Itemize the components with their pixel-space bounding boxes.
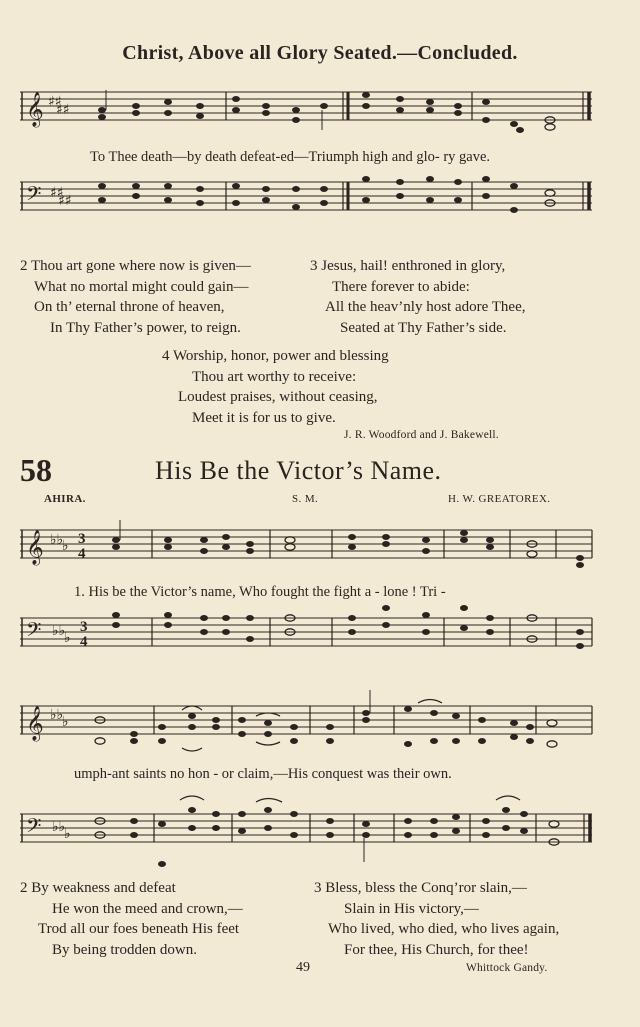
verse-line: Who lived, who died, who lives again, (328, 921, 560, 937)
verse-line: 3 Jesus, hail! enthroned in glory, (310, 258, 506, 274)
svg-text:𝄢: 𝄢 (26, 814, 42, 842)
music-staff-bass-1 (20, 170, 600, 230)
hymn1-verse-2 (20, 256, 251, 338)
svg-text:♯♯: ♯♯ (58, 193, 72, 209)
hymn2-credit: Whittock Gandy. (466, 962, 548, 974)
svg-text:𝄞: 𝄞 (26, 530, 44, 565)
verse-line: 4 Worship, honor, power and blessing (162, 348, 389, 364)
svg-text:♭♭: ♭♭ (50, 532, 64, 548)
verse-line: There forever to abide: (332, 278, 470, 295)
verse-line: Loudest praises, without ceasing, (178, 389, 378, 405)
verse-line: Slain in His victory,— (344, 900, 479, 917)
verse-line: In Thy Father’s power, to reign. (50, 319, 241, 336)
music-staff-treble-3 (20, 688, 600, 758)
svg-text:♯♯: ♯♯ (50, 185, 64, 201)
meter: S. M. (292, 493, 319, 505)
svg-text:𝄢: 𝄢 (26, 182, 42, 210)
tune-name: AHIRA. (44, 493, 86, 505)
svg-text:4: 4 (78, 546, 86, 562)
hymn-title-concluded: Christ, Above all Glory Seated.—Concluded. (122, 42, 518, 64)
music-staff-treble-2 (20, 518, 600, 582)
svg-text:♭: ♭ (62, 714, 69, 730)
verse-line: All the heav’nly host adore Thee, (325, 299, 526, 315)
hymn1-credit: J. R. Woodford and J. Bakewell. (344, 429, 499, 441)
svg-text:♭: ♭ (62, 538, 69, 554)
hymn2-lyric-line-2: umph-ant saints no hon - or claim,—His conquest was their own. (74, 766, 452, 782)
verse-line: On th’ eternal throne of heaven, (34, 299, 225, 315)
verse-line: 2 Thou art gone where now is given— (20, 258, 251, 274)
hymn-title: His Be the Victor’s Name. (155, 456, 442, 485)
hymn2-verse-2 (20, 878, 243, 960)
page-number: 49 (296, 960, 310, 975)
svg-text:𝄞: 𝄞 (26, 706, 44, 741)
svg-text:♭: ♭ (64, 630, 71, 646)
svg-text:♭♭: ♭♭ (50, 707, 64, 723)
hymn-number: 58 (20, 452, 52, 488)
verse-line: For thee, His Church, for thee! (344, 941, 529, 958)
verse-line: 3 Bless, bless the Conq’ror slain,— (314, 880, 527, 896)
verse-line: Thou art worthy to receive: (192, 368, 357, 385)
music-staff-bass-2 (20, 604, 600, 666)
svg-text:♯♯: ♯♯ (48, 94, 62, 110)
svg-text:♯♯: ♯♯ (56, 102, 70, 118)
svg-text:♭: ♭ (64, 826, 71, 842)
music-staff-bass-3 (20, 786, 600, 868)
svg-text:♭♭: ♭♭ (52, 623, 66, 639)
verse-line: He won the meed and crown,— (52, 900, 243, 917)
verse-line: Meet it is for us to give. (192, 409, 336, 426)
verse-line: By being trodden down. (52, 941, 197, 958)
hymn1-verse-3 (310, 256, 526, 338)
svg-text:𝄢: 𝄢 (26, 618, 42, 646)
verse-line: Seated at Thy Father’s side. (340, 319, 507, 336)
hymn2-lyric-line-1: 1. His be the Victor’s name, Who fought the fight a - lone ! Tri - (74, 584, 446, 600)
svg-text:3: 3 (80, 619, 88, 635)
svg-text:𝄞: 𝄞 (26, 92, 44, 127)
hymn1-verse-4 (162, 346, 389, 428)
composer: H. W. GREATOREX. (448, 493, 551, 505)
hymn2-verse-3 (314, 878, 559, 960)
music-staff-treble-1 (20, 82, 600, 142)
svg-text:♭♭: ♭♭ (52, 819, 66, 835)
verse-line: What no mortal might could gain— (34, 278, 249, 295)
verse-line: Trod all our foes beneath His feet (38, 921, 240, 937)
svg-text:3: 3 (78, 531, 86, 547)
hymn1-lyric-line: To Thee death—by death defeat-ed—Triumph high and glo- ry gave. (90, 149, 491, 165)
svg-text:4: 4 (80, 634, 88, 650)
verse-line: 2 By weakness and defeat (20, 880, 176, 896)
